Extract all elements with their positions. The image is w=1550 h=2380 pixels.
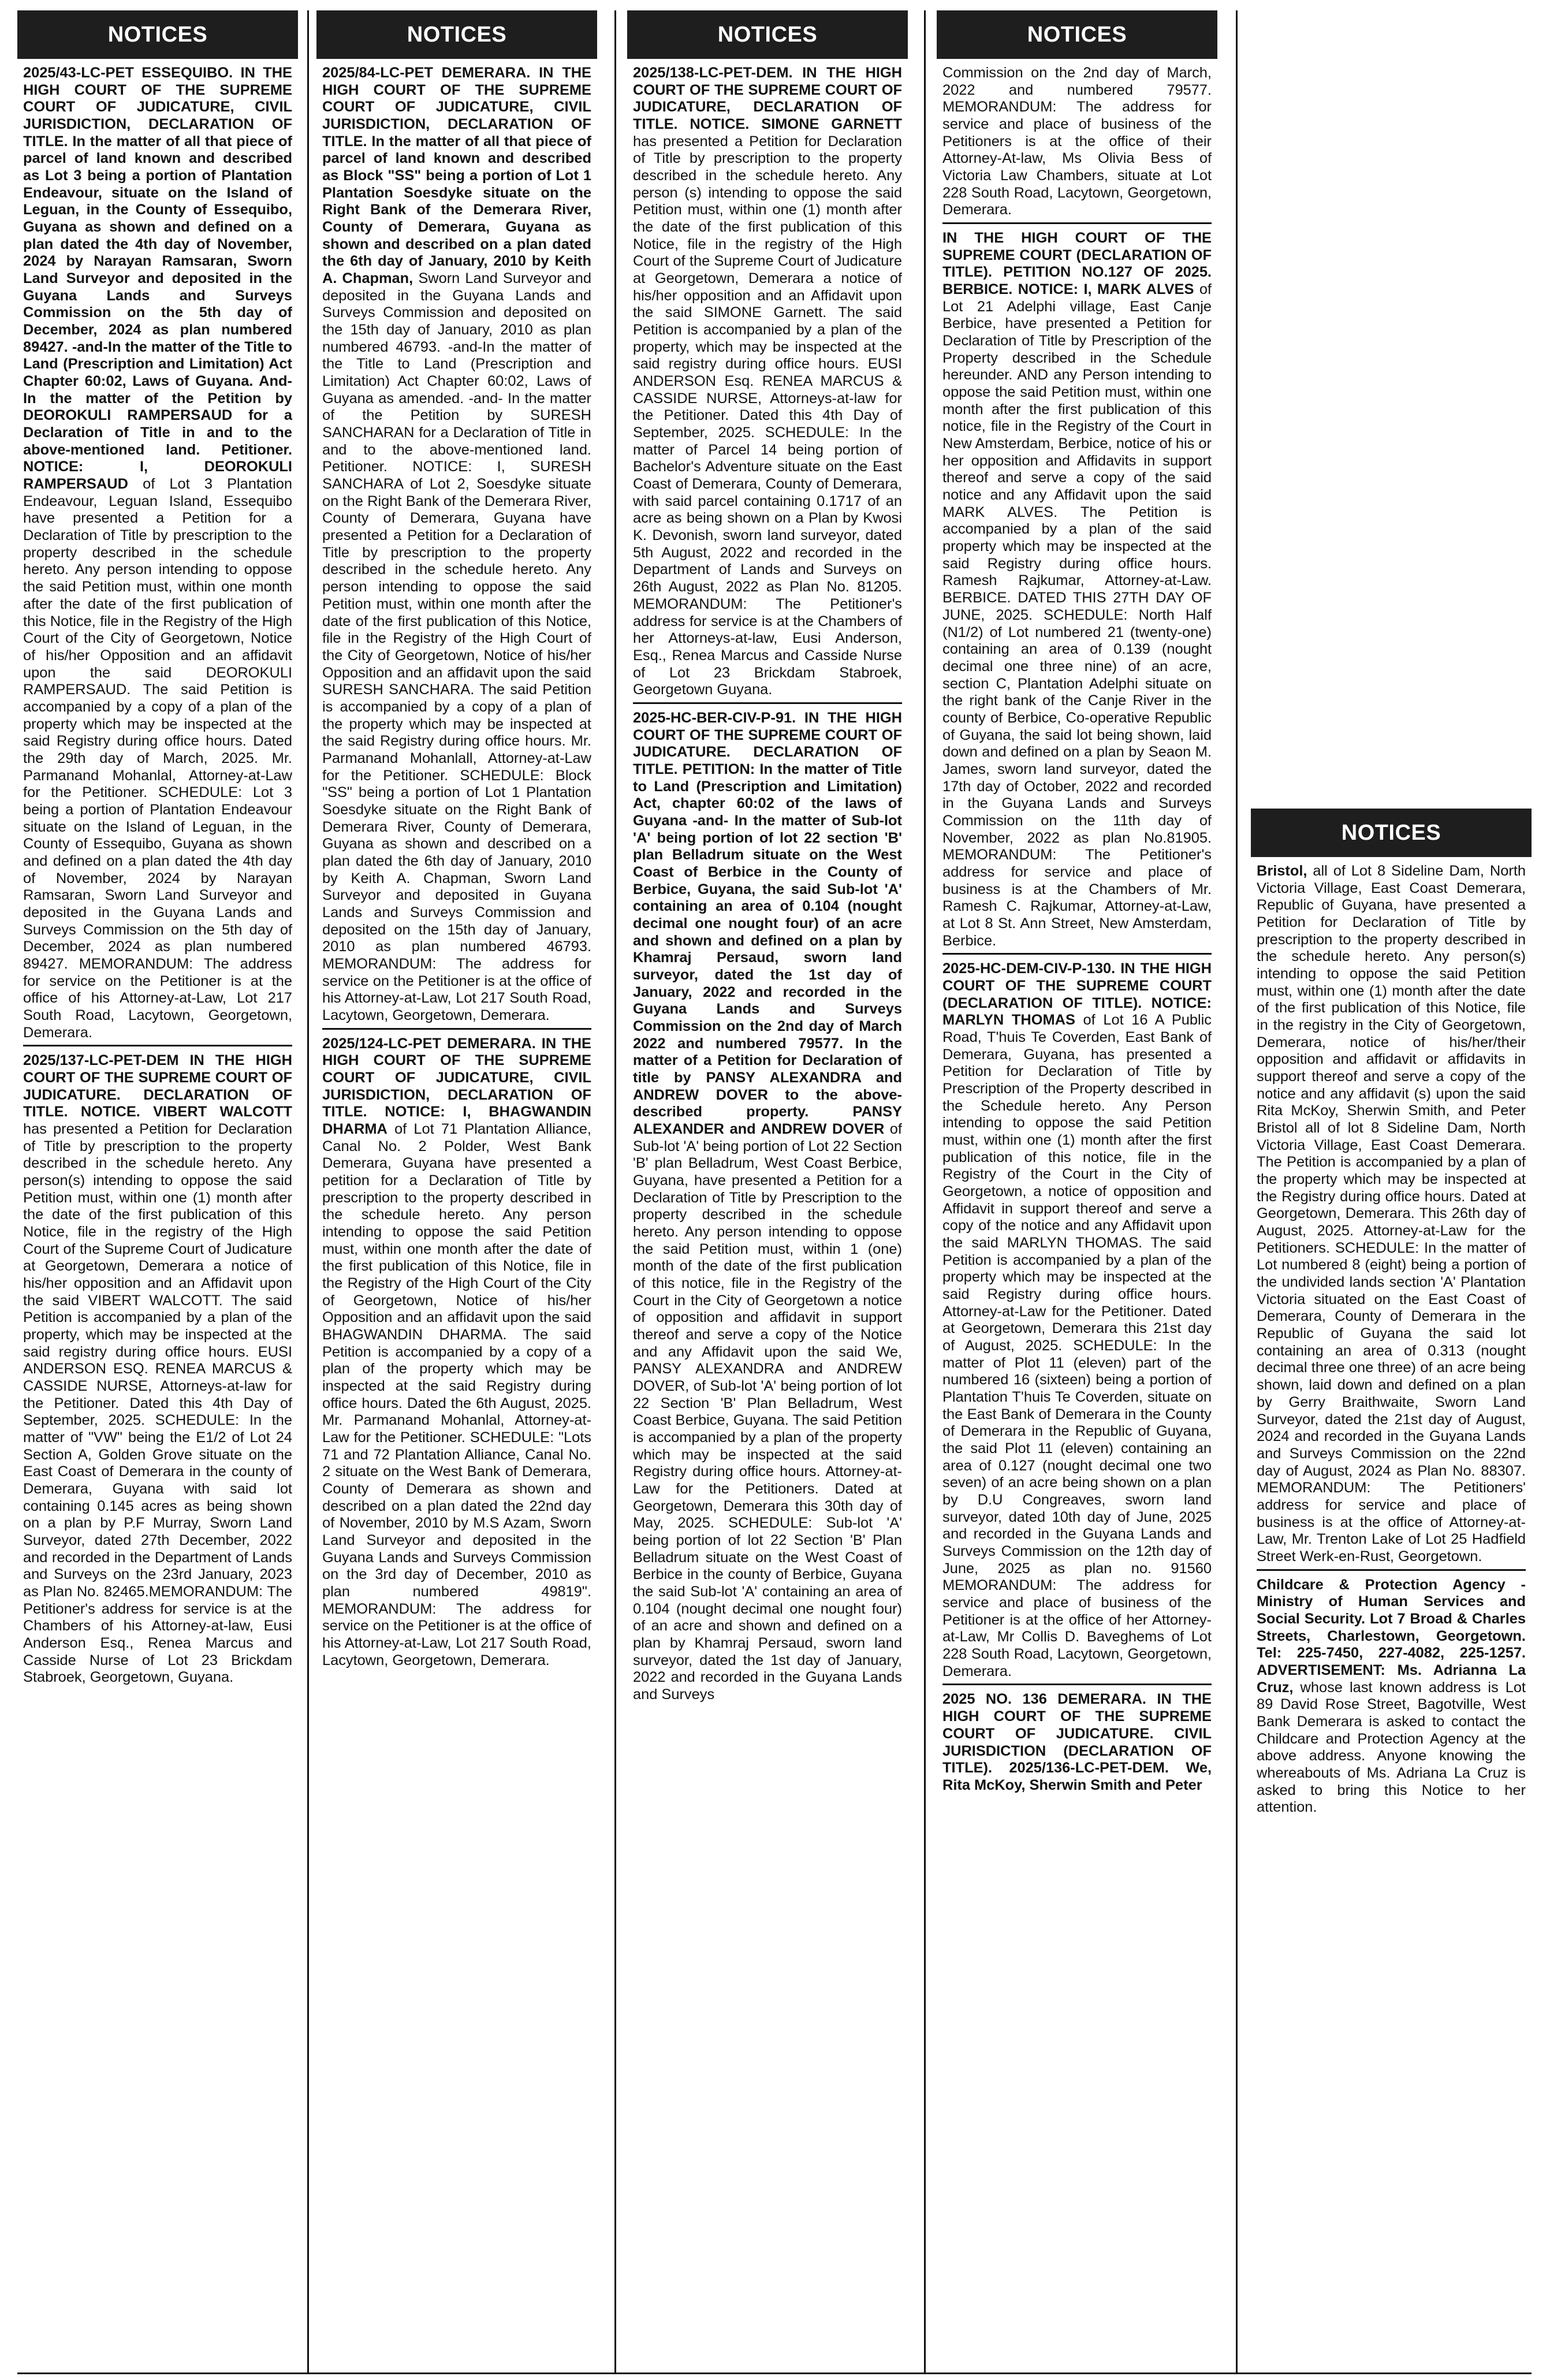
notice-divider — [633, 702, 902, 704]
legal-notice — [942, 230, 1212, 949]
notice-title: 2025/124-LC-PET DEMERARA. IN THE HIGH COURT OF THE SUPREME COURT OF JUDICATURE, CIVIL JURISDICTION, DECLARATION OF TITLE. NOTICE: I, BHAGWANDIN DHARMA — [322, 1035, 591, 1137]
notice-title: 2025-HC-DEM-CIV-P-130. IN THE HIGH COURT OF THE SUPREME COURT (DECLARATION OF TITLE). NOTICE: MARLYN THOMAS — [942, 960, 1212, 1029]
notice-text: whose last known address is Lot 89 David Rose Street, Bagotville, West Bank Demerara is asked to contact the Childcare and Protection Agency at the above address. Anyone knowing the whereabouts of Ms. Adriana La Cruz is asked to bring this Notice to her attention. — [1257, 1679, 1526, 1816]
legal-notice — [322, 65, 591, 1025]
notice-text: of Lot 16 A Public Road, T'huis Te Coverden, East Bank of Demerara, Guyana, has presented a Petition for Declaration of Title by Prescription of the Property described in the Schedule hereto. Any Person intending to oppose the said Petition must, within one (1) month after the first publication of this notice, file in the Registry of the Court in the City of Georgetown, a notice of opposition and Affidavit in support thereof and serve a copy of the notice and any Affidavit upon the said MARLYN THOMAS. The said Petition is accompanied by a plan of the property which may be inspected at the said Registry during office hours. Attorney-at-Law for the Petitioner. Dated at Georgetown, Demerara this 21st day of August, 2025. SCHEDULE: In the matter of Plot 11 (eleven) part of the numbered 16 (sixteen) being a portion of Plantation T'huis Te Coverden, situate on the East Bank of Demerara in the County of Demerara in the Republic of Guyana, the said Plot 11 (eleven) containing an area of 0.127 (nought decimal one two seven) of an acre being shown on a plan by D.U Congreaves, sworn land surveyor, dated 10th day of June, 2025 and recorded in the Guyana Lands and Surveys Commission on the 12th day of June, 2025 as plan no. 91560 MEMORANDUM: The address for service and place of business of the Petitioner is at the office of her Attorney-at-Law, Mr Collis D. Baveghems of Lot 228 South Road, Lacytown, Georgetown, Demerara. — [942, 1012, 1212, 1679]
column-rule — [924, 10, 926, 2372]
notice-title: Bristol, — [1257, 863, 1307, 879]
column-header: NOTICES — [17, 10, 298, 59]
notice-text: Commission on the 2nd day of March, 2022 and numbered 79577. MEMORANDUM: The address for service and place of business of the Petitioners is at the office of their Attorney-At-law, Ms Olivia Bess of Victoria Law Chambers, situate at Lot 228 South Road, Lacytown, Georgetown, Demerara. — [942, 65, 1212, 218]
notices-column-4 — [937, 10, 1217, 2372]
notice-title: 2025/137-LC-PET-DEM IN THE HIGH COURT OF THE SUPREME COURT OF JUDICATURE. DECLARATION OF TITLE. NOTICE. VIBERT WALCOTT — [23, 1052, 292, 1120]
legal-notice — [23, 1052, 292, 1686]
legal-notice — [633, 65, 902, 699]
notice-divider — [942, 953, 1212, 955]
notice-divider — [23, 1045, 292, 1046]
notice-text: Sworn Land Surveyor and deposited in the Guyana Lands and Surveys Commission and deposited on the 15th day of January, 2010 as plan numbered 46793. -and-In the matter of the Title to Land (Prescription and Limitation) Act Chapter 60:02, Laws of Guyana as amended. -and- In the matter of the Petition by SURESH SANCHARAN for a Declaration of Title in and to the above-mentioned land. Petitioner. NOTICE: I, SURESH SANCHARA of Lot 2, Soesdyke situate on the Right Bank of the Demerara River, County of Demerara, Guyana have presented a Petition for a Declaration of Title by prescription to the property described in the schedule hereto. Any person intending to oppose the said Petition must, within one month after the date of the first publication of this Notice, file in the Registry of the High Court of the City of Georgetown, Notice of his/her Opposition and an affidavit upon the said SURESH SANCHARA. The said Petition is accompanied by a copy of a plan of the property which may be inspected at the said Registry during office hours. Mr. Parmanand Mohanlall, Attorney-at-Law for the Petitioner. SCHEDULE: Block "SS" being a portion of Lot 1 Plantation Soesdyke situate on the Right Bank of Demerara River, County of Demerara, Guyana as shown and described on a plan dated the 6th day of January, 2010 by Keith A. Chapman, Sworn Land Surveyor and deposited in Guyana Lands and Surveys Commission and deposited on the 15th day of January, 2010 as plan numbered 46793. MEMORANDUM: The address for service on the Petitioner is at the office of his Attorney-at-Law, Lot 217 South Road, Lacytown, Georgetown, Demerara. — [322, 270, 591, 1023]
notice-title: 2025/138-LC-PET-DEM. IN THE HIGH COURT OF THE SUPREME COURT OF JUDICATURE, DECLARATION OF TITLE. NOTICE. SIMONE GARNETT — [633, 65, 902, 133]
column-rule — [614, 10, 616, 2372]
column-header: NOTICES — [1251, 809, 1532, 857]
notice-text: has presented a Petition for Declaration of Title by prescription to the property described in the schedule hereto. Any person (s) intending to oppose the said Petition must, within one (1) month after the date of the first publication of this Notice, file in the registry of the High Court of the Supreme Court of Judicature at Georgetown, Demerara a notice of his/her opposition and an Affidavit upon the said SIMONE Garnett. The said Petition is accompanied by a plan of the property, which may be inspected at the said registry during office hours. EUSI ANDERSON Esq. RENEA MARCUS & CASSIDE NURSE, Attorneys-at-law for the Petitioner. Dated this 4th Day of September, 2025. SCHEDULE: In the matter of Parcel 14 being portion of Bachelor's Adventure situate on the East Coast of Demerara, County of Demerara, with said parcel containing 0.1717 of an acre as being shown on a Plan by Kwosi K. Devonish, sworn land surveyor, dated 5th August, 2022 and recorded in the Department of Lands and Surveys on 26th August, 2022 as Plan No. 81205. MEMORANDUM: The Petitioner's address for service is at the Chambers of her Attorneys-at-law, Eusi Anderson, Esq., Renea Marcus and Casside Nurse of Lot 23 Brickdam Stabroek, Georgetown Guyana. — [633, 133, 902, 698]
notice-text: of Lot 21 Adelphi village, East Canje Berbice, have presented a Petition for Declaration of Title by Prescription of the Property described in the Schedule hereunder. AND any Person intending to oppose the said Petition must, within one month after the first publication of this notice, file in the Registry of the Court in New Amsterdam, Berbice, notice of his or her opposition and Affidavits in support thereof and serve a copy of the said notice and any Affidavit upon the said MARK ALVES. The Petition is accompanied by a plan of the said property which may be inspected at the said Registry during office hours. Ramesh Rajkumar, Attorney-at-Law. BERBICE. DATED THIS 27TH DAY OF JUNE, 2025. SCHEDULE: North Half (N1/2) of Lot numbered 21 (twenty-one) containing an area of 0.139 (nought decimal one three nine) of an acre, section C, Plantation Adelphi situate on the right bank of the Canje River in the county of Berbice, Co-operative Republic of Guyana, the said lot being shown, laid down and defined on a plan by Seaon M. James, sworn land surveyor, dated the 17th day of October, 2022 and recorded in the Guyana Lands and Surveys Commission on the 11th day of November, 2022 as plan No.81905. MEMORANDUM: The Petitioner's address for service and place of business is at the Chambers of Mr. Ramesh C. Rajkumar, Attorney-at-Law, at Lot 8 St. Ann Street, New Amsterdam, Berbice. — [942, 281, 1212, 949]
legal-notice — [942, 960, 1212, 1680]
page-bottom-rule — [17, 2372, 1532, 2374]
notice-title: 2025/43-LC-PET ESSEQUIBO. IN THE HIGH COURT OF THE SUPREME COURT OF JUDICATURE, CIVIL JURISDICTION, DECLARATION OF TITLE. In the matter of all that piece of parcel of land known and described as Lot 3 being a portion of Plantation Endeavour, situate on the Island of Leguan, in the County of Essequibo, Guyana as shown and defined on a plan dated the 4th day of November, 2024 by Narayan Ramsaran, Sworn Land Surveyor and deposited in the Guyana Lands and Surveys Commission on the 5th day of December, 2024 as plan numbered 89427. -and-In the matter of the Title to Land (Prescription and Limitation) Act Chapter 60:02, Laws of Guyana. And- In the matter of the Petition by DEOROKULI RAMPERSAUD for a Declaration of Title in and to the above-mentioned land. Petitioner. NOTICE: I, DEOROKULI RAMPERSAUD — [23, 65, 292, 493]
legal-notice — [322, 1036, 591, 1670]
notice-divider — [942, 1683, 1212, 1685]
notice-title: 2025-HC-BER-CIV-P-91. IN THE HIGH COURT OF THE SUPREME COURT OF JUDICATURE. DECLARATION OF TITLE. PETITION: In the matter of Title to Land (Prescription and Limitation) Act, chapter 60:02 of the laws of Guyana -and- In the matter of Sub-lot 'A' being portion of lot 22 section 'B' plan Belladrum situate on the West Coast of Berbice in the County of Berbice, Guyana, the said Sub-lot 'A' containing an area of 0.104 (nought decimal one nought four) of an acre and shown and defined on a plan by Khamraj Persaud, sworn land surveyor, dated the 1st day of January, 2022 and recorded in the Guyana Lands and Surveys Commission on the 2nd day of March 2022 and numbered 79577. In the matter of a Petition for Declaration of title by PANSY ALEXANDRA and ANDREW DOVER to the above-described property. PANSY ALEXANDER and ANDREW DOVER — [633, 709, 902, 1137]
notice-text: all of Lot 8 Sideline Dam, North Victoria Village, East Coast Demerara, Republic of Guyana, have presented a Petition for Declaration of Title by prescription to the property described in the schedule hereto. Any person(s) intending to oppose the said Petition must, within one (1) month after the date of the first publication of this Notice, file in the registry in the City of Georgetown, Demerara, notice of his/her/their opposition and affidavit or affidavits in support thereof and serve a copy of the notice and any affidavit (s) upon the said Rita McKoy, Sherwin Smith, and Peter Bristol all of lot 8 Sideline Dam, North Victoria Village, East Coast Demerara. The Petition is accompanied by a plan of the property which may be inspected at the Registry during office hours. Dated at Georgetown, Demerara. This 26th day of August, 2025. Attorney-at-Law for the Petitioners. SCHEDULE: In the matter of Lot numbered 8 (eight) being a portion of the undivided lands section 'A' Plantation Victoria situated on the East Coast of Demerara, County of Demerara in the Republic of Guyana the said lot containing an area of 0.313 (nought decimal three one three) of an acre being shown, laid down and defined on a plan by Gerry Braithwaite, Sworn Land Surveyor, dated the 21st day of August, 2024 and recorded in the Guyana Lands and Surveys Commission on the 22nd day of August, 2024 as Plan No. 88307. MEMORANDUM: The Petitioners' address for service and place of business is at the office of Attorney-at-Law, Mr. Trenton Lake of Lot 25 Hadfield Street Werk-en-Rust, Georgetown. — [1257, 863, 1526, 1565]
legal-notice — [942, 1691, 1212, 1794]
notice-text: has presented a Petition for Declaration of Title by prescription to the property described in the schedule hereto. Any person(s) intending to oppose the said Petition must, within one (1) month after the date of the first publication of this Notice, file in the registry of the High Court of the Supreme Court of Judicature at Georgetown, Demerara a notice of his/her opposition and an Affidavit upon the said VIBERT WALCOTT. The said Petition is accompanied by a plan of the property, which may be inspected at the said registry during office hours. EUSI ANDERSON ESQ. RENEA MARCUS & CASSIDE NURSE, Attorneys-at-law for the Petitioner. Dated this 4th Day of September, 2025. SCHEDULE: In the matter of "VW" being the E1/2 of Lot 24 Section A, Golden Grove situate on the East Coast of Demerara in the county of Demerara, Guyana with said lot containing 0.145 acres as being shown on a plan by P.F Murray, Sworn Land Surveyor, dated 27th December, 2022 and recorded in the Department of Lands and Surveys on the 23rd January, 2023 as Plan No. 82465.MEMORANDUM: The Petitioner's address for service is at the Chambers of his Attorney-at-law, Eusi Anderson Esq., Renea Marcus and Casside Nurse of Lot 23 Brickdam Stabroek, Georgetown, Guyana. — [23, 1120, 292, 1686]
notice-divider — [322, 1028, 591, 1030]
legal-notice — [1257, 1577, 1526, 1816]
notices-column-3 — [627, 10, 908, 2372]
notice-divider — [942, 222, 1212, 224]
notice-title: Childcare & Protection Agency - Ministry of Human Services and Social Security. Lot 7 Broad & Charles Streets, Charlestown, Georgetown. Tel: 225-7450, 227-4082, 225-1257. ADVERTISEMENT: Ms. Adrianna La Cruz, — [1257, 1576, 1526, 1696]
notice-title: IN THE HIGH COURT OF THE SUPREME COURT (DECLARATION OF TITLE). PETITION NO.127 OF 2025. BERBICE. NOTICE: I, MARK ALVES — [942, 230, 1212, 298]
notice-text: of Sub-lot 'A' being portion of Lot 22 Section 'B' plan Belladrum, West Coast Berbice, Guyana, have presented a Petition for a Declaration of Title by Prescription to the property described in the schedule hereto. Any person intending to oppose the said Petition must, within 1 (one) month of the date of the first publication of this notice, file in the Registry of the Court in the City of Georgetown a notice of opposition and affidavit in support thereof and serve a copy of the Notice and any Affidavit upon the said We, PANSY ALEXANDRA and ANDREW DOVER, of Sub-lot 'A' being portion of lot 22 Section 'B' Plan Belladrum, West Coast Berbice, Guyana. The said Petition is accompanied by a plan of the property which may be inspected at the said Registry during office hours. Attorney-at-Law for the Petitioners. Dated at Georgetown, Demerara this 30th day of May, 2025. SCHEDULE: Sub-lot 'A' being portion of lot 22 Section 'B' Plan Belladrum situate on the West Coast of Berbice in the county of Berbice, Guyana the said Sub-lot 'A' containing an area of 0.104 (nought decimal one nought four) of an acre and shown and defined on a plan by Khamraj Persaud, sworn land surveyor, dated the 1st day of January, 2022 and recorded in the Guyana Lands and Surveys — [633, 1120, 902, 1703]
legal-notice — [942, 65, 1212, 219]
notices-column-5 — [1251, 809, 1532, 2371]
column-header: NOTICES — [937, 10, 1217, 59]
notice-text: of Lot 71 Plantation Alliance, Canal No. 2 Polder, West Bank Demerara, Guyana have presented a petition for a Declaration of Title by prescription to the property described in the schedule hereto. Any person intending to oppose the said Petition must, within one month after the date of the first publication of this Notice, file in the Registry of the High Court of the City of Georgetown, Notice of his/her Opposition and an affidavit upon the said BHAGWANDIN DHARMA. The said Petition is accompanied by a copy of a plan of the property which may be inspected at the said Registry during office hours. Dated the 6th August, 2025. Mr. Parmanand Mohanlal, Attorney-at-Law for the Petitioner. SCHEDULE: "Lots 71 and 72 Plantation Alliance, Canal No. 2 situate on the West Bank of Demerara, County of Demerara as shown and described on a plan dated the 22nd day of November, 2010 by M.S Azam, Sworn Land Surveyor and deposited in the Guyana Lands and Surveys Commission on the 3rd day of December, 2010 as plan numbered 49819". MEMORANDUM: The address for service on the Petitioner is at the office of his Attorney-at-Law, Lot 217 South Road, Lacytown, Georgetown, Demerara. — [322, 1120, 591, 1668]
notice-text: of Lot 3 Plantation Endeavour, Leguan Island, Essequibo have presented a Petition for a Declaration of Title by prescription to the property described in the schedule hereto. Any person intending to oppose the said Petition must, within one month after the date of the first publication of this Notice, file in the Registry of the High Court of the City of Georgetown, Notice of his/her Opposition and an affidavit upon the said DEOROKULI RAMPERSAUD. The said Petition is accompanied by a copy of a plan of the property which may be inspected at the said Registry during office hours. Dated the 29th day of March, 2025. Mr. Parmanand Mohanlal, Attorney-at-Law for the Petitioner. SCHEDULE: Lot 3 being a portion of Plantation Endeavour situate on the Island of Leguan, in the County of Essequibo, Guyana as shown and defined on a plan dated the 4th day of November, 2024 by Narayan Ramsaran, Sworn Land Surveyor and deposited in the Guyana Lands and Surveys Commission on the 5th day of December, 2024 as plan numbered 89427. MEMORANDUM: The address for service on the Petitioner is at the office of his Attorney-at-Law, Lot 217 South Road, Lacytown, Georgetown, Demerara. — [23, 476, 292, 1041]
column-header: NOTICES — [627, 10, 908, 59]
notice-title: 2025 NO. 136 DEMERARA. IN THE HIGH COURT OF THE SUPREME COURT OF JUDICATURE. CIVIL JURISDICTION (DECLARATION OF TITLE). 2025/136-LC-PET-DEM. We, Rita McKoy, Sherwin Smith and Peter — [942, 1691, 1212, 1793]
column-rule — [307, 10, 309, 2372]
notice-divider — [1257, 1569, 1526, 1571]
notices-column-2 — [316, 10, 597, 2372]
column-rule — [1236, 10, 1238, 2372]
legal-notice — [23, 65, 292, 1041]
notices-column-1 — [17, 10, 298, 2372]
column-header: NOTICES — [316, 10, 597, 59]
notice-title: 2025/84-LC-PET DEMERARA. IN THE HIGH COURT OF THE SUPREME COURT OF JUDICATURE, CIVIL JURISDICTION, DECLARATION OF TITLE. In the matter of all that piece of parcel of land known and described as Block "SS" being a portion of Lot 1 Plantation Soesdyke situate on the Right Bank of the Demerara River, County of Demerara, Guyana as shown and described on a plan dated the 6th day of January, 2010 by Keith A. Chapman, — [322, 65, 591, 287]
legal-notice — [633, 710, 902, 1704]
legal-notice — [1257, 863, 1526, 1566]
